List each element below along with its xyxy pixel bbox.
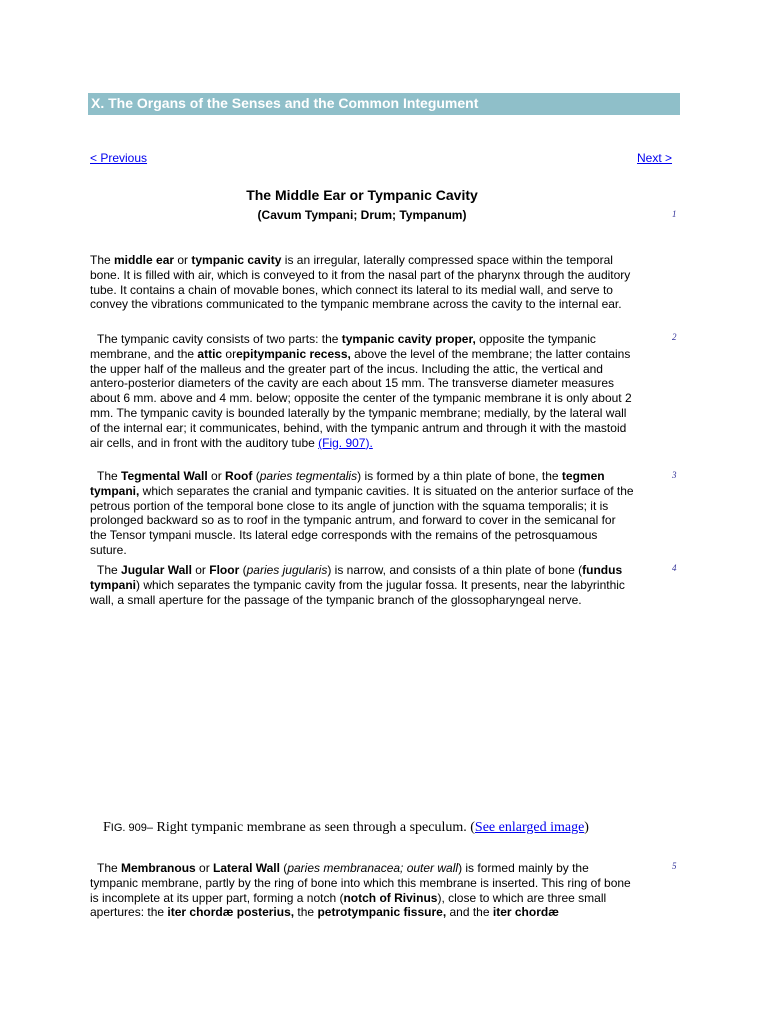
section-header-bar [88, 93, 680, 115]
paragraph-number: 3 [672, 470, 677, 480]
page-title: The Middle Ear or Tympanic Cavity [246, 187, 478, 203]
next-link[interactable]: Next > [637, 151, 673, 165]
figure-907-link[interactable]: (Fig. 907). [318, 435, 373, 450]
see-enlarged-image-link[interactable]: See enlarged image [474, 820, 585, 835]
paragraph-1: The middle ear or tympanic cavity is an irregular, laterally compressed space within the temporal bone. It is filled with air, which is conveyed to it from the nasal part of the pharynx through the auditory tube. It contains a chain of movable bones, which connect its lateral to its medial wall, and serve to convey the vibrations communicated to the tympanic membrane across the cavity to the internal ear. [90, 253, 631, 312]
section-title: X. The Organs of the Senses and the Common Integument [91, 95, 479, 111]
paragraph-5: The Membranous or Lateral Wall (paries membranacea; outer wall) is formed mainly by the tympanic membrane, partly by the ring of bone into which this membrane is inserted. This ring of bone is incomplete at its upper part, forming a notch (notch of Rivinus), close to which are three small apertures: the iter chordæ posterius, the petrotympanic fissure, and the iter chordæ [90, 861, 631, 920]
paragraph-2: The tympanic cavity consists of two parts: the tympanic cavity proper, opposite the tympanic membrane, and the attic orepitympanic recess, above the level of the membrane; the latter contains the upper half of the malleus and the greater part of the incus. Including the attic, the vertical and antero-posterior diameters of the cavity are each about 15 mm. The transverse diameter measures about 6 mm. above and 4 mm. below; opposite the center of the tympanic membrane it is only about 2 mm. The tympanic cavity is bounded laterally by the tympanic membrane; medially, by the lateral wall of the internal ear; it communicates, behind, with the tympanic antrum and through it with the mastoid air cells, and in front with the auditory tube (Fig. 907). [90, 332, 632, 450]
paragraph-3: The Tegmental Wall or Roof (paries tegmentalis) is formed by a thin plate of bone, the tegmen tympani, which separates the cranial and tympanic cavities. It is situated on the anterior surface of the petrous portion of the temporal bone close to its angle of junction with the squama temporalis; it is prolonged backward so as to roof in the tympanic antrum, and forward to cover in the semicanal for the Tensor tympani muscle. Its lateral edge corresponds with the remains of the petrosquamous suture. [90, 469, 634, 557]
previous-link[interactable]: < Previous [90, 151, 148, 165]
figure-caption: FIG. 909– Right tympanic membrane as seen through a speculum. (See enlarged image) [103, 820, 589, 835]
page-subtitle: (Cavum Tympani; Drum; Tympanum) [257, 208, 467, 222]
paragraph-number: 1 [672, 209, 677, 219]
paragraph-4: The Jugular Wall or Floor (paries jugularis) is narrow, and consists of a thin plate of bone (fundus tympani) which separates the tympanic cavity from the jugular fossa. It presents, near the labyrinthic wall, a small aperture for the passage of the tympanic branch of the glossopharyngeal nerve. [90, 563, 625, 607]
paragraph-number: 2 [672, 332, 677, 342]
paragraph-number: 4 [672, 563, 677, 573]
paragraph-number: 5 [672, 861, 677, 871]
